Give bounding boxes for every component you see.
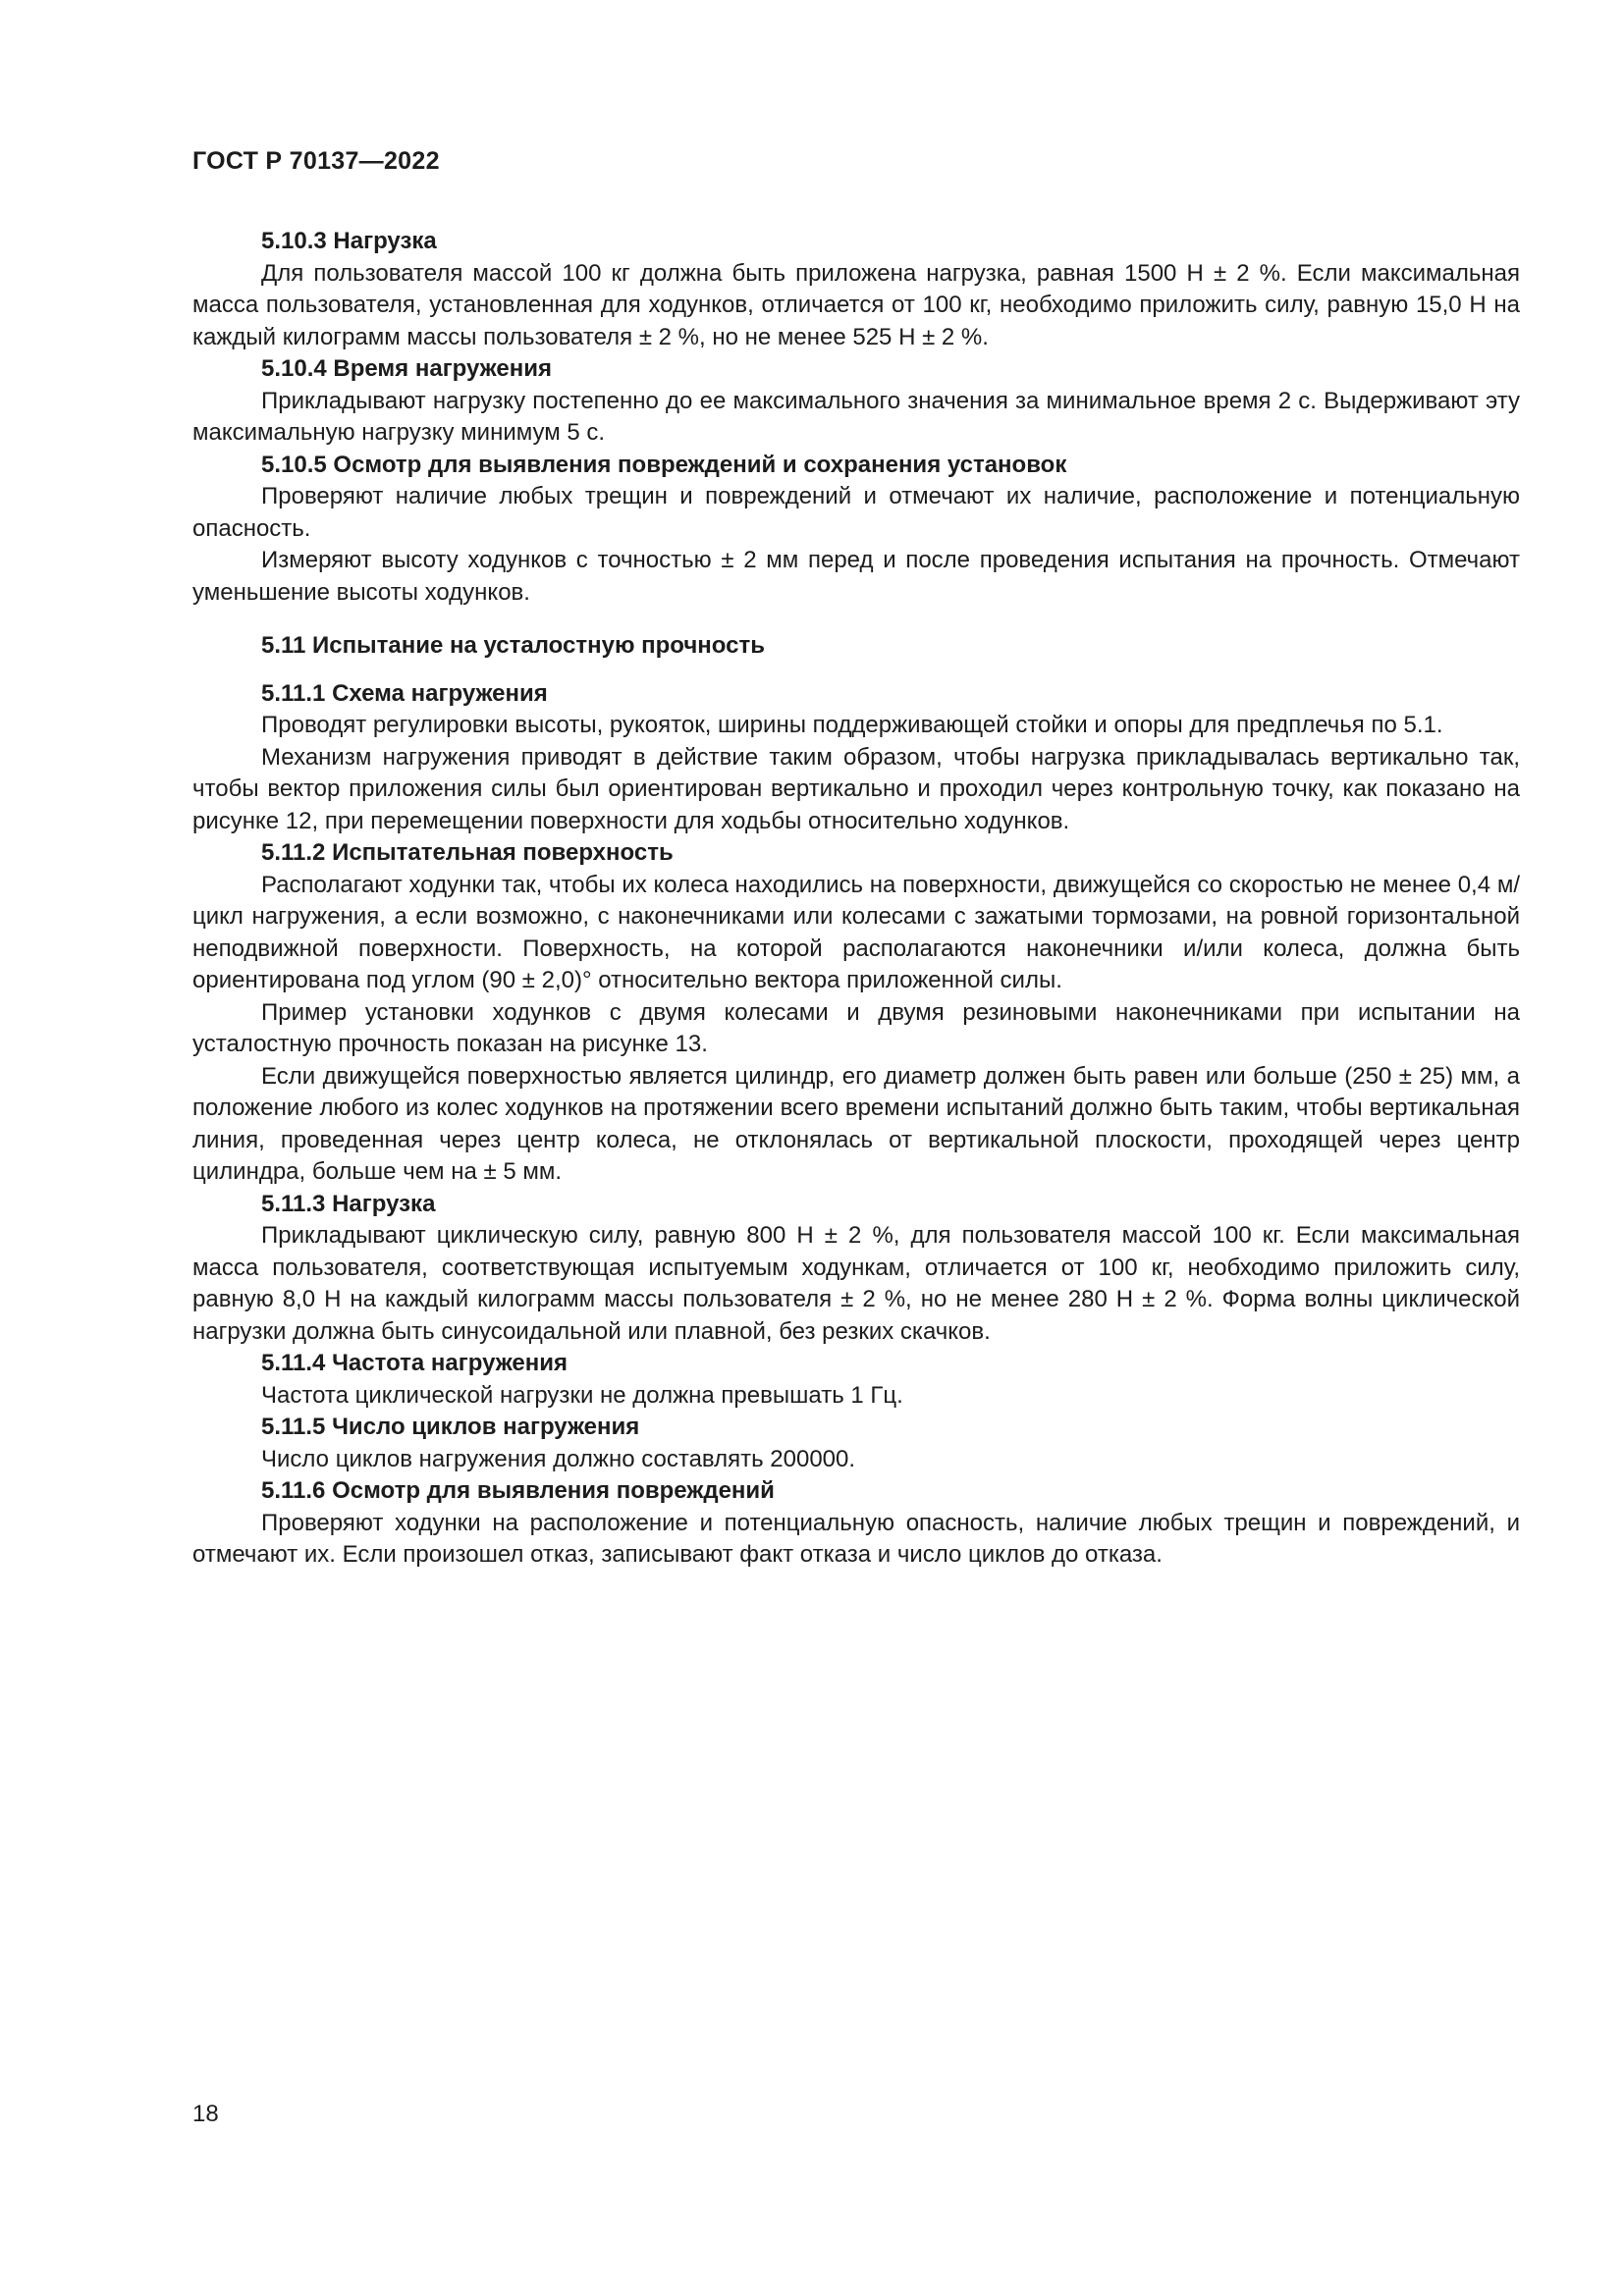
paragraph: Если движущейся поверхностью является цилиндр, его диаметр должен быть равен или больше (250 ± 25) мм, а положение любого из колес ходунков на протяжении всего времени испытаний должно быть таким, чтобы вертикальная линия, проведенная через центр колеса, не отклонялась от вертикальной плоскости, проходящей через центр цилиндра, больше чем на ± 5 мм. (192, 1062, 1520, 1185)
section-heading: 5.10.3 Нагрузка (261, 228, 437, 254)
document-header: ГОСТ Р 70137—2022 (192, 147, 440, 175)
paragraph: Располагают ходунки так, чтобы их колеса находились на поверхности, движущейся со скоростью не менее 0,4 м/цикл нагружения, а если возможно, с наконечниками или колесами с зажатыми тормозами, на ровной горизонтальной неподвижной поверхности. Поверхность, на которой располагаются наконечники и/или колеса, должна быть ориентирована под углом (90 ± 2,0)° относительно вектора приложенной силы. (192, 871, 1520, 993)
paragraph: Проверяют ходунки на расположение и потенциальную опасность, наличие любых трещин и повреждений, и отмечают их. Если произошел отказ, записывают факт отказа и число циклов до отказа. (192, 1509, 1520, 1568)
section-heading: 5.11.3 Нагрузка (261, 1190, 436, 1217)
paragraph: Проводят регулировки высоты, рукояток, ширины поддерживающей стойки и опоры для предплечья по 5.1. (261, 712, 1443, 738)
section-5-11-4 (192, 1348, 1520, 1412)
section-heading: 5.11.5 Число циклов нагружения (261, 1414, 640, 1440)
paragraph: Число циклов нагружения должно составлять 200000. (261, 1445, 856, 1472)
page-number: 18 (192, 2101, 219, 2127)
section-5-10-5 (192, 450, 1520, 610)
section-heading: 5.10.4 Время нагружения (261, 355, 552, 382)
section-5-10-3 (192, 226, 1520, 353)
paragraph: Механизм нагружения приводят в действие таким образом, чтобы нагрузка прикладывалась вертикально так, чтобы вектор приложения силы был ориентирован вертикально и проходил через контрольную точку, как показано на рисунке 12, при перемещении поверхности для ходьбы относительно ходунков. (192, 743, 1520, 834)
section-5-11-2 (192, 837, 1520, 1189)
section-heading: 5.11.4 Частота нагружения (261, 1350, 568, 1376)
section-heading: 5.10.5 Осмотр для выявления повреждений и сохранения установок (261, 451, 1067, 478)
section-5-11-3 (192, 1189, 1520, 1349)
section-5-11-6 (192, 1475, 1520, 1572)
section-heading: 5.11.1 Схема нагружения (261, 679, 548, 707)
paragraph: Прикладывают циклическую силу, равную 800 Н ± 2 %, для пользователя массой 100 кг. Если максимальная масса пользователя, соответствующая испытуемым ходункам, отличается от 100 кг, необходимо приложить силу, равную 8,0 Н на каждый килограмм массы пользователя ± 2 %, но не менее 280 Н ± 2 %. Форма волны циклической нагрузки должна быть синусоидальной или плавной, без резких скачков. (192, 1222, 1520, 1345)
section-heading: 5.11.2 Испытательная поверхность (261, 839, 674, 866)
paragraph: Пример установки ходунков с двумя колесами и двумя резиновыми наконечниками при испытании на усталостную прочность показан на рисунке 13. (192, 998, 1520, 1057)
section-5-11-1 (192, 678, 1520, 838)
section-heading: 5.11.6 Осмотр для выявления повреждений (261, 1477, 775, 1504)
document-body (192, 226, 1520, 1572)
section-heading-5-11: 5.11 Испытание на усталостную прочность (261, 632, 765, 659)
section-5-11-5 (192, 1412, 1520, 1475)
section-5-10-4 (192, 353, 1520, 450)
paragraph: Частота циклической нагрузки не должна превышать 1 Гц. (261, 1381, 903, 1409)
paragraph: Прикладывают нагрузку постепенно до ее максимального значения за минимальное время 2 с. Выдерживают эту максимальную нагрузку минимум 5 с. (192, 387, 1520, 446)
paragraph: Измеряют высоту ходунков с точностью ± 2 мм перед и после проведения испытания на прочность. Отмечают уменьшение высоты ходунков. (192, 547, 1520, 606)
paragraph: Для пользователя массой 100 кг должна быть приложена нагрузка, равная 1500 Н ± 2 %. Если максимальная масса пользователя, установленная для ходунков, отличается от 100 кг, необходимо приложить силу, равную 15,0 Н на каждый килограмм массы пользователя ± 2 %, но не менее 525 Н ± 2 %. (192, 259, 1520, 350)
paragraph: Проверяют наличие любых трещин и повреждений и отмечают их наличие, расположение и потенциальную опасность. (192, 483, 1520, 542)
